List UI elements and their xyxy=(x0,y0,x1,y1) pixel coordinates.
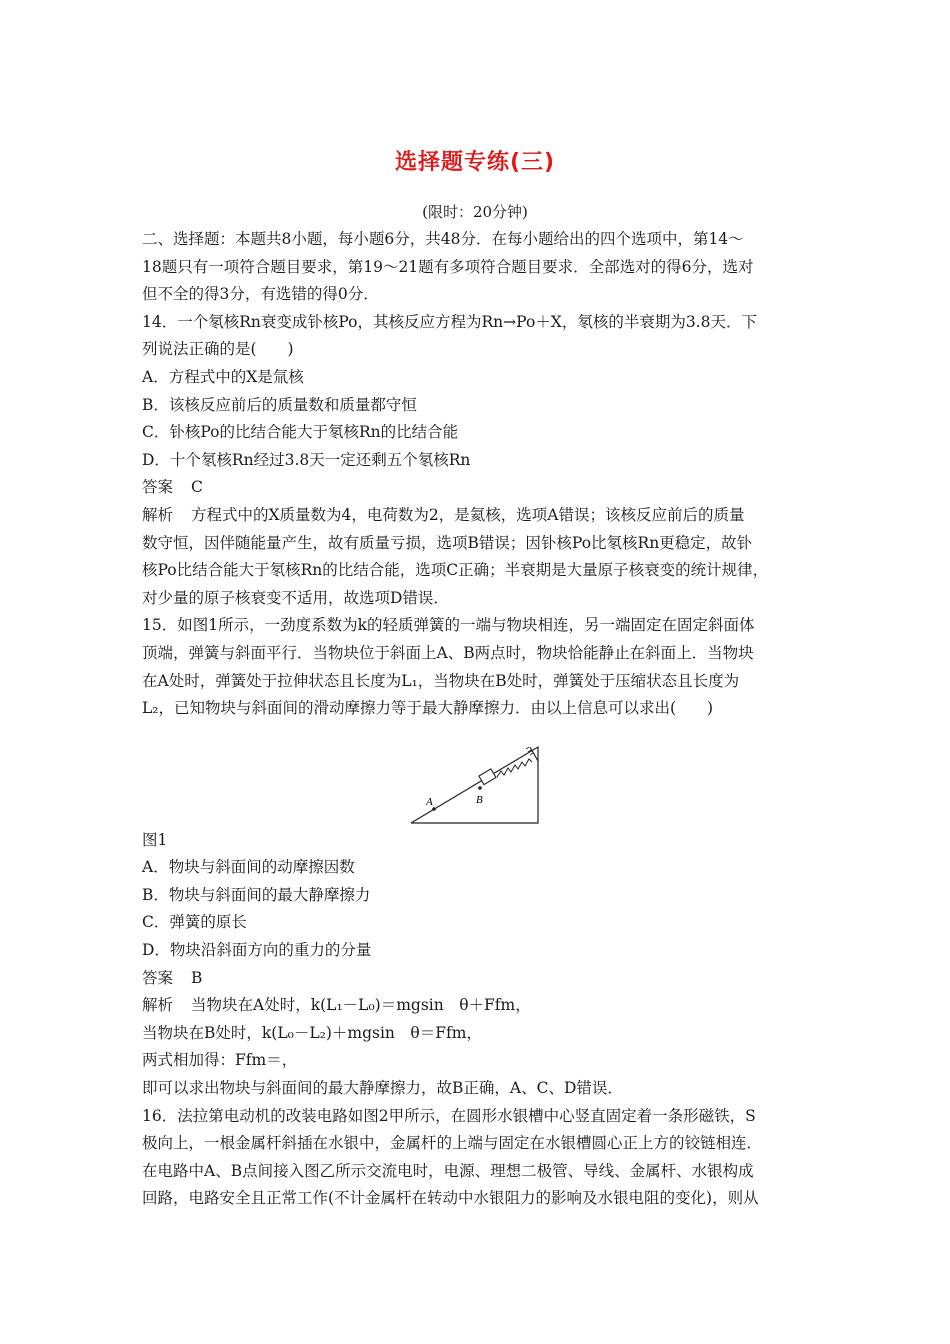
q14-analysis-line: 核Po比结合能大于氡核Rn的比结合能，选项C正确；半衰期是大量原子核衰变的统计规律， xyxy=(142,561,769,580)
q15-analysis-line: 当物块在B处时，k(L₀－L₂)＋mgsin θ＝Ffm， xyxy=(142,1023,482,1042)
q14-analysis xyxy=(142,502,814,530)
intro-line: 18题只有一项符合题目要求，第19～21题有多项符合题目要求．全部选对的得6分，选对 xyxy=(142,257,754,276)
q14-option-b: B．该核反应前后的质量数和质量都守恒 xyxy=(142,395,417,414)
q14-option-c: C．钋核Po的比结合能大于氡核Rn的比结合能 xyxy=(142,423,459,442)
q16-stem: 极向上，一根金属杆斜插在水银中，金属杆的上端与固定在水银槽圆心正上方的铰链相连． xyxy=(142,1134,763,1153)
q15-stem: L₂，已知物块与斜面间的滑动摩擦力等于最大静摩擦力．由以上信息可以求出( ) xyxy=(142,699,714,718)
figure-caption: 图1 xyxy=(142,830,168,849)
answer-value: B xyxy=(191,968,203,987)
q15-stem: 在A处时，弹簧处于拉伸状态且长度为L₁，当物块在B处时，弹簧处于压缩状态且长度为 xyxy=(142,671,740,690)
q14-analysis-line: 数守恒，因伴随能量产生，故有质量亏损，选项B错误；因钋核Po比氡核Rn更稳定，故钋 xyxy=(142,533,753,552)
q15-stem: 顶端，弹簧与斜面平行．当物块位于斜面上A、B两点时，物块恰能静止在斜面上．当物块 xyxy=(142,643,754,662)
document-body xyxy=(142,226,814,1213)
intro-line: 但不全的得3分，有选错的得0分． xyxy=(142,285,379,304)
point-b-label: B xyxy=(476,793,483,806)
q15-answer xyxy=(142,965,814,993)
q15-analysis xyxy=(142,992,814,1020)
point-a-label: A xyxy=(426,795,433,808)
q15-option-d: D．物块沿斜面方向的重力的分量 xyxy=(142,941,372,960)
page-title: 选择题专练(三) xyxy=(394,150,556,175)
q15-stem: 15．如图1所示，一劲度系数为k的轻质弹簧的一端与物块相连，另一端固定在固定斜面体 xyxy=(142,616,755,635)
q14-analysis-line: 对少量的原子核衰变不适用，故选项D错误． xyxy=(142,588,449,607)
q15-analysis-line: 两式相加得：Ffm＝， xyxy=(142,1051,298,1070)
q15-analysis-line: 即可以求出物块与斜面间的最大静摩擦力，故B正确，A、C、D错误． xyxy=(142,1079,623,1098)
q16-stem: 在电路中A、B点间接入图乙所示交流电时，电源、理想二极管、导线、金属杆、水银构成 xyxy=(142,1161,754,1180)
time-limit: (限时：20分钟) xyxy=(422,203,528,221)
answer-label: 答案 xyxy=(142,478,174,497)
analysis-text: 方程式中的X质量数为4，电荷数为2，是氦核，选项A错误；该核反应前后的质量 xyxy=(191,505,745,524)
q14-stem: 列说法正确的是( ) xyxy=(142,340,294,359)
q15-option-b: B．物块与斜面间的最大静摩擦力 xyxy=(142,885,371,904)
answer-label: 答案 xyxy=(142,968,174,987)
analysis-label: 解析 xyxy=(142,505,174,524)
q16-stem: 回路，电路安全且正常工作(不计金属杆在转动中水银阻力的影响及水银电阻的变化)，则从 xyxy=(142,1189,759,1208)
q15-option-c: C．弹簧的原长 xyxy=(142,913,247,932)
q14-option-a: A．方程式中的X是氚核 xyxy=(142,367,304,386)
q16-stem: 16．法拉第电动机的改装电路如图2甲所示，在圆形水银槽中心竖直固定着一条形磁铁，S xyxy=(142,1106,756,1125)
q14-option-d: D．十个氡核Rn经过3.8天一定还剩五个氡核Rn xyxy=(142,450,471,469)
intro-line: 二、选择题：本题共8小题，每小题6分，共48分．在每小题给出的四个选项中，第14～ xyxy=(142,230,744,248)
q14-stem: 14．一个氡核Rn衰变成钋核Po，其核反应方程为Rn→Po＋X，氡核的半衰期为3.8天．下 xyxy=(142,312,757,331)
incline-figure xyxy=(408,735,548,827)
q15-option-a: A．物块与斜面间的动摩擦因数 xyxy=(142,858,355,877)
answer-value: C xyxy=(191,478,203,497)
analysis-label: 解析 xyxy=(142,996,174,1015)
analysis-text: 当物块在A处时，k(L₁－L₀)＝mgsin θ＋Ffm， xyxy=(191,996,531,1015)
q14-answer xyxy=(142,474,814,502)
